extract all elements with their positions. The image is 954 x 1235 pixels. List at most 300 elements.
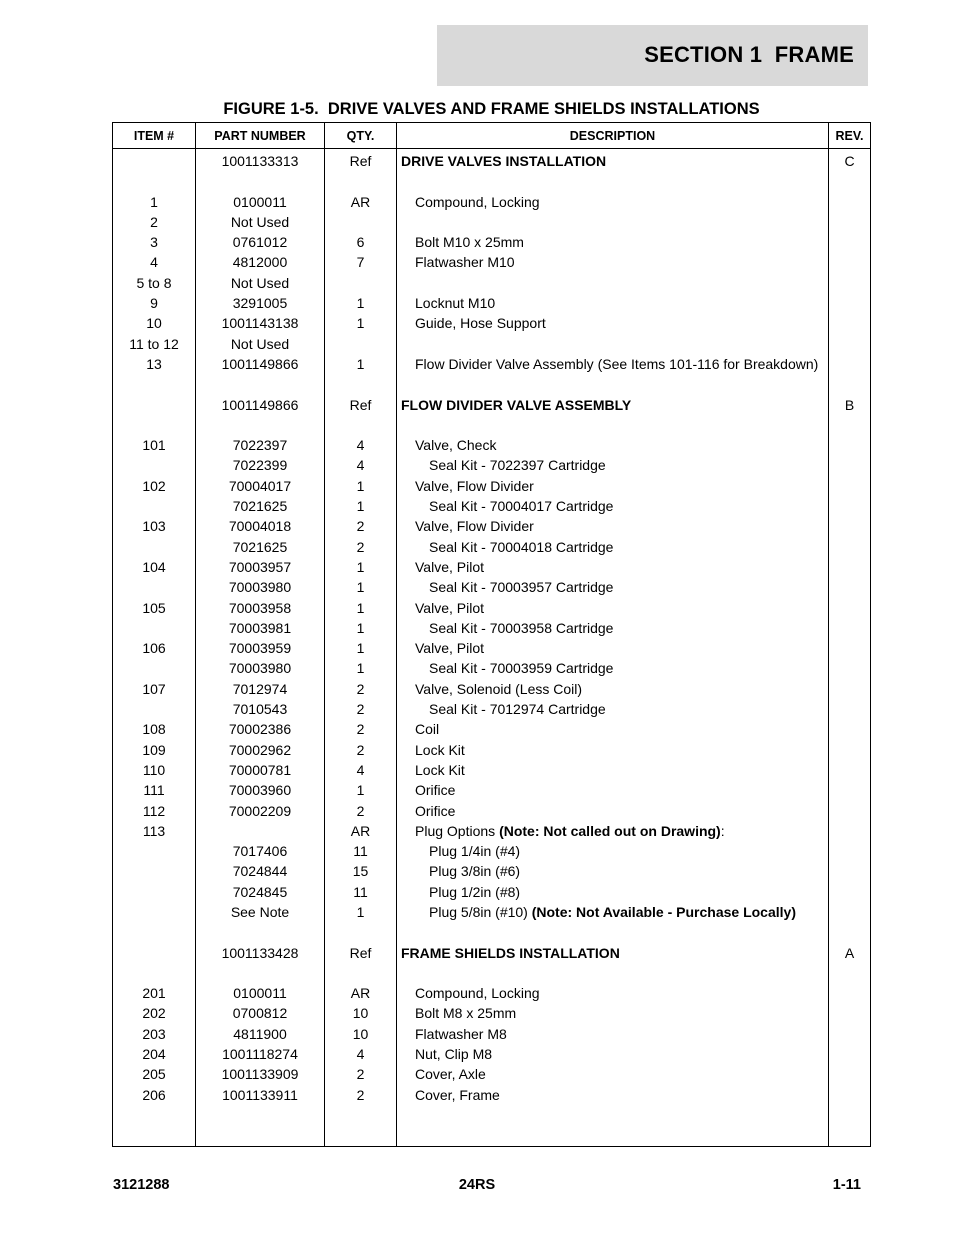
part-number-cell: 7017406 (196, 841, 325, 861)
part-number-cell: 0100011 (196, 192, 325, 212)
qty-cell: 10 (325, 1024, 397, 1044)
rev-cell (829, 841, 871, 861)
qty-cell: 1 (325, 638, 397, 658)
item-cell: 206 (113, 1085, 196, 1105)
description-cell (397, 313, 829, 333)
rev-cell (829, 658, 871, 678)
table-row (113, 801, 871, 821)
table-row (113, 192, 871, 212)
table-row (113, 577, 871, 597)
description-segment: DRIVE VALVES INSTALLATION (401, 153, 607, 169)
item-cell: 201 (113, 983, 196, 1003)
description-segment: Seal Kit - 70004018 Cartridge (429, 538, 614, 555)
qty-cell: 1 (325, 496, 397, 516)
description-cell (397, 882, 829, 902)
description-text (401, 821, 725, 841)
item-cell: 109 (113, 740, 196, 760)
description-segment: Seal Kit - 7022397 Cartridge (429, 457, 606, 474)
section-banner (437, 25, 868, 86)
rev-cell (829, 374, 871, 394)
part-number-cell: 0761012 (196, 232, 325, 252)
qty-cell: 2 (325, 516, 397, 536)
description-text (401, 861, 520, 881)
description-segment: FLOW DIVIDER VALVE ASSEMBLY (401, 396, 632, 413)
figure-title: FIGURE 1-5. DRIVE VALVES AND FRAME SHIELDS INSTALLATIONS (223, 100, 760, 118)
description-segment: (Note: Not Available - Purchase Locally) (531, 903, 796, 920)
rev-cell (829, 780, 871, 800)
description-segment: Seal Kit - 7012974 Cartridge (429, 701, 606, 718)
qty-cell: 4 (325, 1044, 397, 1064)
description-cell (397, 1003, 829, 1023)
part-number-cell: 4811900 (196, 1024, 325, 1044)
rev-cell (829, 212, 871, 232)
qty-cell: 2 (325, 699, 397, 719)
item-cell (113, 841, 196, 861)
description-segment: Flatwasher M8 (415, 1025, 507, 1042)
description-segment: Valve, Pilot (415, 599, 484, 616)
rev-cell (829, 740, 871, 760)
description-text (401, 945, 620, 961)
rev-cell (829, 496, 871, 516)
rev-cell (829, 476, 871, 496)
table-row (113, 395, 871, 415)
description-text (401, 397, 631, 413)
description-segment: Valve, Pilot (415, 640, 484, 657)
description-cell (397, 273, 829, 293)
rev-cell (829, 821, 871, 841)
qty-cell: 6 (325, 232, 397, 252)
qty-cell: 1 (325, 293, 397, 313)
description-text (401, 293, 495, 313)
qty-cell (325, 334, 397, 354)
rev-cell (829, 801, 871, 821)
description-text (401, 496, 613, 516)
item-cell (113, 455, 196, 475)
table-row (113, 841, 871, 861)
qty-cell: 1 (325, 902, 397, 922)
description-cell (397, 658, 829, 678)
rev-cell (829, 537, 871, 557)
rev-cell (829, 192, 871, 212)
part-number-cell (196, 821, 325, 841)
table-row (113, 943, 871, 963)
description-segment: Flow Divider Valve Assembly (See Items 101-116 for Breakdown) (415, 355, 819, 372)
table-row (113, 658, 871, 678)
part-number-cell: 1001133313 (196, 149, 325, 172)
spacer-cell (325, 1105, 397, 1147)
item-cell: 202 (113, 1003, 196, 1023)
qty-cell: 4 (325, 435, 397, 455)
item-cell: 9 (113, 293, 196, 313)
qty-cell: 15 (325, 861, 397, 881)
description-segment: Plug Options (415, 822, 500, 839)
description-segment: Bolt M8 x 25mm (415, 1005, 517, 1022)
table-row (113, 435, 871, 455)
description-segment: Valve, Solenoid (Less Coil) (415, 680, 583, 697)
item-cell: 104 (113, 557, 196, 577)
part-number-cell: 1001133428 (196, 943, 325, 963)
description-cell (397, 719, 829, 739)
rev-cell (829, 273, 871, 293)
description-segment: Coil (415, 721, 440, 738)
part-number-cell (196, 374, 325, 394)
description-text (401, 983, 540, 1003)
description-text (401, 658, 613, 678)
qty-cell: 1 (325, 780, 397, 800)
item-cell (113, 415, 196, 435)
table-row (113, 963, 871, 983)
qty-cell: 2 (325, 537, 397, 557)
part-number-cell: Not Used (196, 334, 325, 354)
description-segment: Plug 1/4in (#4) (429, 843, 521, 860)
item-cell (113, 374, 196, 394)
table-row (113, 618, 871, 638)
qty-cell: 4 (325, 760, 397, 780)
qty-cell: 2 (325, 1085, 397, 1105)
description-cell (397, 679, 829, 699)
item-cell: 13 (113, 354, 196, 374)
table-row (113, 1064, 871, 1084)
rev-cell (829, 313, 871, 333)
table-row (113, 537, 871, 557)
part-number-cell (196, 415, 325, 435)
part-number-cell: 7021625 (196, 496, 325, 516)
description-cell (397, 801, 829, 821)
table-row (113, 780, 871, 800)
part-number-cell: 70003980 (196, 577, 325, 597)
rev-cell (829, 983, 871, 1003)
description-cell (397, 415, 829, 435)
table-row (113, 861, 871, 881)
table-row (113, 1044, 871, 1064)
item-cell: 105 (113, 598, 196, 618)
item-cell: 111 (113, 780, 196, 800)
rev-cell (829, 922, 871, 942)
qty-cell (325, 415, 397, 435)
part-number-cell: 3291005 (196, 293, 325, 313)
description-cell (397, 354, 829, 374)
description-cell (397, 395, 829, 415)
rev-cell (829, 1044, 871, 1064)
qty-cell: Ref (325, 395, 397, 415)
description-segment: Compound, Locking (415, 193, 540, 210)
qty-cell (325, 273, 397, 293)
item-cell (113, 149, 196, 172)
table-row (113, 760, 871, 780)
description-text (401, 557, 484, 577)
spacer-cell (196, 1105, 325, 1147)
description-segment: Valve, Check (415, 437, 497, 454)
item-cell: 10 (113, 313, 196, 333)
table-row (113, 1024, 871, 1044)
table-row (113, 699, 871, 719)
description-segment: Seal Kit - 70003957 Cartridge (429, 579, 614, 596)
rev-cell (829, 882, 871, 902)
qty-cell: 11 (325, 882, 397, 902)
part-number-cell (196, 922, 325, 942)
item-cell: 11 to 12 (113, 334, 196, 354)
part-number-cell: 0100011 (196, 983, 325, 1003)
table-row (113, 374, 871, 394)
table-row (113, 232, 871, 252)
part-number-cell: 7024845 (196, 882, 325, 902)
part-number-cell: 70003980 (196, 658, 325, 678)
rev-cell (829, 699, 871, 719)
part-number-cell: 70003981 (196, 618, 325, 638)
parts-table (112, 122, 871, 1147)
qty-cell: Ref (325, 943, 397, 963)
description-segment: Flatwasher M10 (415, 254, 515, 271)
rev-cell: C (829, 149, 871, 172)
description-cell (397, 212, 829, 232)
table-row (113, 212, 871, 232)
spacer-cell (113, 1105, 196, 1147)
table-row (113, 902, 871, 922)
qty-cell: 2 (325, 719, 397, 739)
table-row (113, 719, 871, 739)
description-text (401, 1044, 492, 1064)
description-segment: Seal Kit - 70004017 Cartridge (429, 498, 614, 515)
description-cell (397, 780, 829, 800)
description-text (401, 192, 540, 212)
description-text (401, 153, 606, 169)
footer-model: 24RS (458, 1177, 496, 1193)
item-cell (113, 861, 196, 881)
item-cell (113, 496, 196, 516)
rev-cell (829, 1003, 871, 1023)
part-number-cell: See Note (196, 902, 325, 922)
header-rev: REV. (829, 123, 871, 149)
qty-cell (325, 922, 397, 942)
qty-cell: 10 (325, 1003, 397, 1023)
description-cell (397, 1085, 829, 1105)
qty-cell: 2 (325, 801, 397, 821)
qty-cell: AR (325, 192, 397, 212)
part-number-cell: 7024844 (196, 861, 325, 881)
description-segment: Locknut M10 (415, 295, 496, 312)
description-cell (397, 435, 829, 455)
item-cell (113, 963, 196, 983)
rev-cell (829, 679, 871, 699)
qty-cell: 4 (325, 455, 397, 475)
description-cell (397, 334, 829, 354)
description-segment: Lock Kit (415, 761, 465, 778)
description-text (401, 841, 520, 861)
description-text (401, 354, 818, 374)
table-row (113, 740, 871, 760)
description-cell (397, 1024, 829, 1044)
item-cell (113, 537, 196, 557)
qty-cell: AR (325, 983, 397, 1003)
description-text (401, 902, 796, 922)
table-row (113, 334, 871, 354)
table-row (113, 171, 871, 191)
part-number-cell: Not Used (196, 212, 325, 232)
description-cell (397, 983, 829, 1003)
description-segment: Guide, Hose Support (415, 315, 546, 332)
description-text (401, 476, 534, 496)
table-row (113, 638, 871, 658)
description-text (401, 699, 606, 719)
description-text (401, 1085, 500, 1105)
description-text (401, 577, 613, 597)
table-row (113, 273, 871, 293)
header-qty: QTY. (325, 123, 397, 149)
description-cell (397, 293, 829, 313)
item-cell (113, 922, 196, 942)
table-row (113, 354, 871, 374)
description-cell (397, 516, 829, 536)
rev-cell (829, 252, 871, 272)
table-row (113, 557, 871, 577)
description-cell (397, 1044, 829, 1064)
table-row (113, 149, 871, 172)
item-cell: 103 (113, 516, 196, 536)
item-cell: 1 (113, 192, 196, 212)
item-cell (113, 618, 196, 638)
description-segment: Plug 1/2in (#8) (429, 883, 521, 900)
description-text (401, 780, 455, 800)
rev-cell (829, 334, 871, 354)
description-segment: Nut, Clip M8 (415, 1046, 493, 1063)
description-cell (397, 476, 829, 496)
parts-table-body (113, 149, 871, 1147)
qty-cell (325, 963, 397, 983)
footer-page-number: 1-11 (832, 1177, 861, 1193)
description-cell (397, 902, 829, 922)
description-text (401, 537, 613, 557)
rev-cell (829, 516, 871, 536)
qty-cell: 1 (325, 557, 397, 577)
item-cell: 203 (113, 1024, 196, 1044)
rev-cell (829, 171, 871, 191)
part-number-cell: 1001133911 (196, 1085, 325, 1105)
table-row (113, 679, 871, 699)
part-number-cell: 70003960 (196, 780, 325, 800)
description-text (401, 679, 582, 699)
qty-cell: 1 (325, 354, 397, 374)
part-number-cell: 70002962 (196, 740, 325, 760)
table-row (113, 293, 871, 313)
qty-cell (325, 212, 397, 232)
item-cell (113, 171, 196, 191)
description-cell (397, 171, 829, 191)
item-cell (113, 658, 196, 678)
rev-cell (829, 638, 871, 658)
description-segment: Seal Kit - 70003959 Cartridge (429, 660, 614, 677)
part-number-cell: 7022399 (196, 455, 325, 475)
qty-cell (325, 374, 397, 394)
description-cell (397, 618, 829, 638)
spacer-cell (829, 1105, 871, 1147)
description-segment: FRAME SHIELDS INSTALLATION (401, 944, 620, 961)
part-number-cell: 7010543 (196, 699, 325, 719)
rev-cell (829, 577, 871, 597)
table-row (113, 496, 871, 516)
description-cell (397, 699, 829, 719)
table-row (113, 983, 871, 1003)
item-cell: 5 to 8 (113, 273, 196, 293)
header-item: ITEM # (113, 123, 196, 149)
description-text (401, 882, 520, 902)
rev-cell (829, 232, 871, 252)
description-cell (397, 1064, 829, 1084)
part-number-cell: 70002209 (196, 801, 325, 821)
description-segment: Lock Kit (415, 741, 465, 758)
part-number-cell (196, 171, 325, 191)
description-cell (397, 943, 829, 963)
qty-cell: 7 (325, 252, 397, 272)
item-cell: 112 (113, 801, 196, 821)
table-row (113, 821, 871, 841)
item-cell (113, 699, 196, 719)
qty-cell: Ref (325, 149, 397, 172)
description-cell (397, 598, 829, 618)
part-number-cell: 1001149866 (196, 354, 325, 374)
item-cell: 113 (113, 821, 196, 841)
part-number-cell: 0700812 (196, 1003, 325, 1023)
part-number-cell: 70004018 (196, 516, 325, 536)
spacer-cell (397, 1105, 829, 1147)
rev-cell (829, 760, 871, 780)
part-number-cell: Not Used (196, 273, 325, 293)
item-cell: 101 (113, 435, 196, 455)
part-number-cell: 1001143138 (196, 313, 325, 333)
rev-cell (829, 598, 871, 618)
rev-cell (829, 455, 871, 475)
item-cell: 108 (113, 719, 196, 739)
part-number-cell: 70002386 (196, 719, 325, 739)
description-cell (397, 760, 829, 780)
description-text (401, 801, 455, 821)
description-cell (397, 638, 829, 658)
rev-cell (829, 719, 871, 739)
item-cell: 102 (113, 476, 196, 496)
part-number-cell: 7022397 (196, 435, 325, 455)
description-cell (397, 232, 829, 252)
item-cell (113, 395, 196, 415)
item-cell: 106 (113, 638, 196, 658)
rev-cell (829, 618, 871, 638)
part-number-cell: 7012974 (196, 679, 325, 699)
description-segment: Orifice (415, 782, 456, 799)
table-row (113, 415, 871, 435)
item-cell: 107 (113, 679, 196, 699)
rev-cell (829, 354, 871, 374)
rev-cell (829, 557, 871, 577)
description-segment: Valve, Pilot (415, 558, 484, 575)
part-number-cell (196, 963, 325, 983)
description-cell (397, 192, 829, 212)
part-number-cell: 1001133909 (196, 1064, 325, 1084)
item-cell: 204 (113, 1044, 196, 1064)
part-number-cell: 1001149866 (196, 395, 325, 415)
description-cell (397, 841, 829, 861)
item-cell (113, 902, 196, 922)
item-cell: 110 (113, 760, 196, 780)
table-row (113, 922, 871, 942)
qty-cell: 1 (325, 313, 397, 333)
rev-cell (829, 415, 871, 435)
item-cell: 205 (113, 1064, 196, 1084)
table-row (113, 455, 871, 475)
item-cell: 3 (113, 232, 196, 252)
description-segment: Orifice (415, 802, 456, 819)
description-cell (397, 577, 829, 597)
table-row (113, 1003, 871, 1023)
description-cell (397, 455, 829, 475)
description-text (401, 435, 496, 455)
